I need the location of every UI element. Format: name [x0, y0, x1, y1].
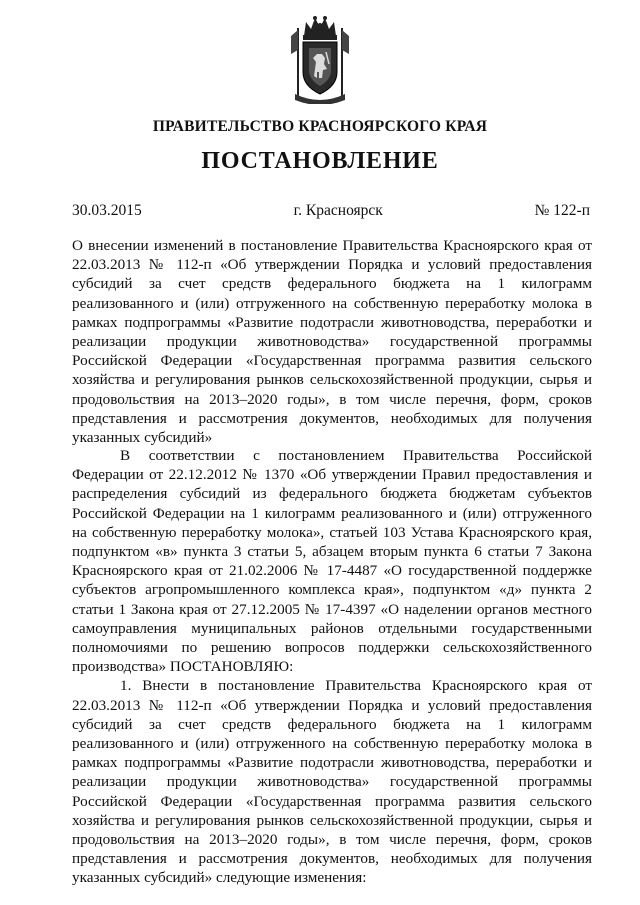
document-date: 30.03.2015	[72, 202, 142, 219]
document-subject-title: О внесении изменений в постановление Правительства Красноярского края от 22.03.2013 № 112-п «Об утверждении Порядка и условий предоставления субсидий за счет средств федерального бюджета на 1 килограмм реализованного и (или) отгруженного на собственную переработку молока в рамках подпрограммы «Развитие подотрасли животноводства, переработки и реализации продукции животноводства» государственной программы Российской Федерации «Государственная программа развития сельского хозяйства и регулирования рынков сельскохозяйственной продукции, сырья и продовольствия на 2013–2020 годы», в том числе перечня, форм, сроков представления и рассмотрения документов, необходимых для получения указанных субсидий»	[72, 237, 592, 447]
krasnoyarsk-coat-of-arms-icon	[289, 14, 351, 104]
document-meta-row	[72, 202, 590, 220]
government-name: ПРАВИТЕЛЬСТВО КРАСНОЯРСКОГО КРАЯ	[152, 118, 488, 135]
preamble-paragraph: В соответствии с постановлением Правительства Российской Федерации от 22.12.2012 № 1370 «Об утверждении Правил предоставления и распределения субсидий из федерального бюджета бюджетам субъектов Российской Федерации на 1 килограмм реализованного и (или) отгруженного на собственную переработку молока», статьей 103 Устава Красноярского края, подпунктом «в» пункта 3 статьи 5, абзацем вторым пункта 6 статьи 7 Закона Красноярского края от 21.02.2006 № 17-4487 «О государственной поддержке субъектов агропромышленного комплекса края», подпунктом «д» пункта 2 статьи 1 Закона края от 27.12.2005 № 17-4397 «О наделении органов местного самоуправления муниципальных районов отдельными государственными полномочиями по решению вопросов поддержки сельскохозяйственного производства» ПОСТАНОВЛЯЮ:	[72, 447, 592, 676]
document-place: г. Красноярск	[293, 202, 383, 219]
document-body	[72, 446, 592, 888]
document-number: № 122-п	[534, 202, 590, 219]
item-1-paragraph: 1. Внести в постановление Правительства Красноярского края от 22.03.2013 № 112-п «Об утверждении Порядка и условий предоставления субсидий за счет средств федерального бюджета на 1 килограмм реализованного и (или) отгруженного на собственную переработку молока в рамках подпрограммы «Развитие подотрасли животноводства, переработки и реализации продукции животноводства» государственной программы Российской Федерации «Государственная программа развития сельского хозяйства и регулирования рынков сельскохозяйственной продукции, сырья и продовольствия на 2013–2020 годы», в том числе перечня, форм, сроков представления и рассмотрения документов, необходимых для получения указанных субсидий» следующие изменения:	[72, 677, 592, 887]
document-type-title: ПОСТАНОВЛЕНИЕ	[201, 148, 439, 174]
